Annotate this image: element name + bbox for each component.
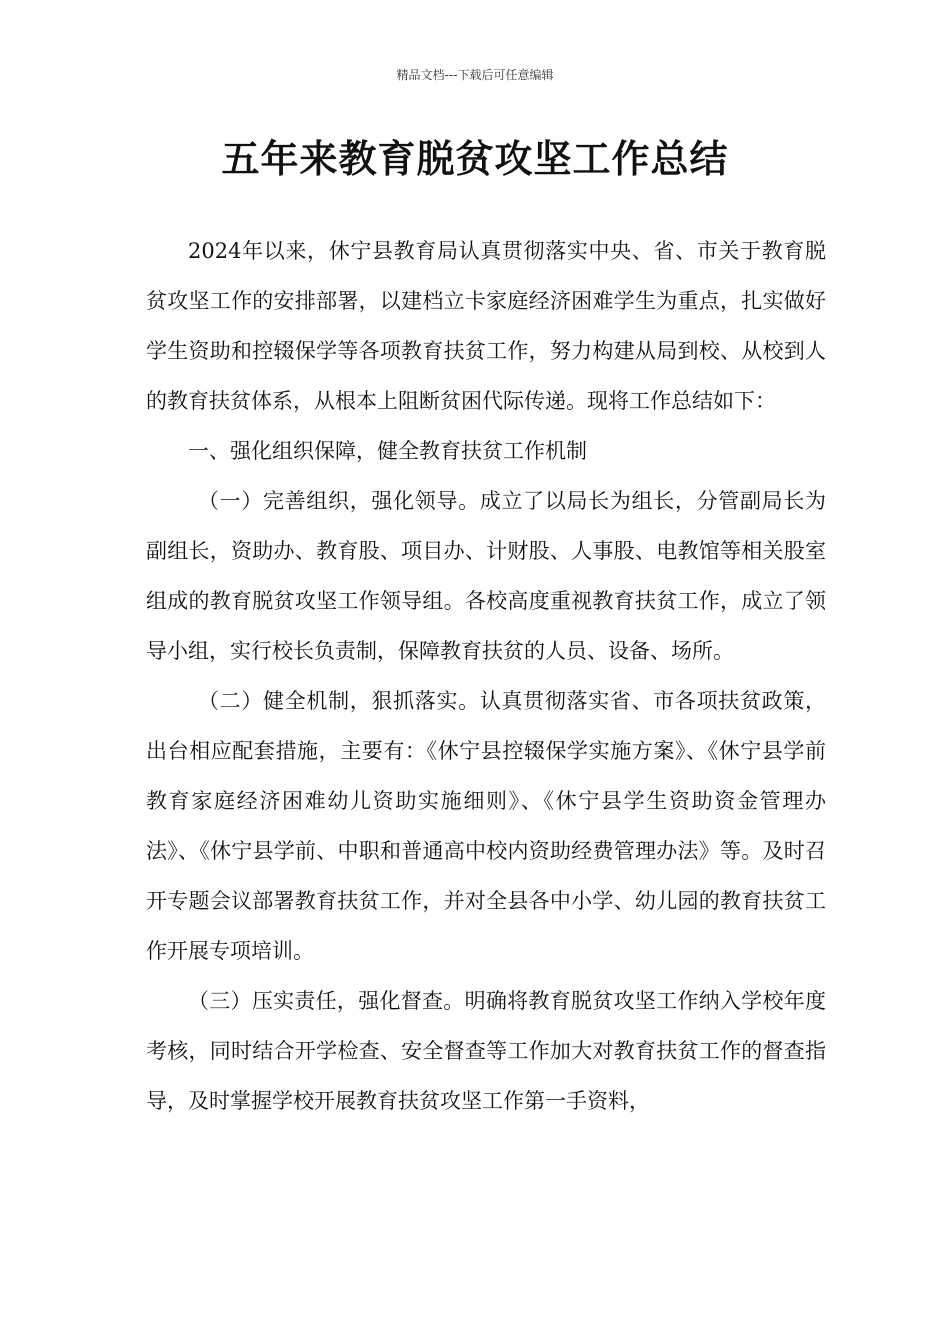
subsection-paragraph-2: （二）健全机制，狠抓落实。认真贯彻落实省、市各项扶贫政策，出台相应配套措施，主要有：《休宁县控辍保学实施方案》、《休宁县学前教育家庭经济困难幼儿资助实施细则》、《休宁县学生资助资金管理办法》、《休宁县学前、中职和普通高中校内资助经费管理办法》等。及时召开专题会议部署教育扶贫工作，并对全县各中小学、幼儿园的教育扶贫工作开展专项培训。	[146, 689, 826, 963]
intro-paragraph: 2024年以来，休宁县教育局认真贯彻落实中央、省、市关于教育脱贫攻坚工作的安排部署，以建档立卡家庭经济困难学生为重点，扎实做好学生资助和控辍保学等各项教育扶贫工作，努力构建从局到校、从校到人的教育扶贫体系，从根本上阻断贫困代际传递。现将工作总结如下：	[146, 239, 826, 413]
subsection-paragraph-3: （三）压实责任，强化督查。明确将教育脱贫攻坚工作纳入学校年度考核，同时结合开学检查、安全督查等工作加大对教育扶贫工作的督查指导，及时掌握学校开展教育扶贫攻坚工作第一手资料，	[146, 989, 826, 1113]
section-heading-1: 一、强化组织保障，健全教育扶贫工作机制	[188, 439, 587, 463]
subsection-paragraph-1: （一）完善组织，强化领导。成立了以局长为组长，分管副局长为副组长，资助办、教育股、项目办、计财股、人事股、电教馆等相关股室组成的教育脱贫攻坚工作领导组。各校高度重视教育扶贫工作，成立了领导小组，实行校长负责制，保障教育扶贫的人员、设备、场所。	[146, 489, 826, 663]
header-note: 精品文档---下载后可任意编辑	[396, 68, 554, 82]
document-body	[146, 226, 826, 1126]
document-title: 五年来教育脱贫攻坚工作总结	[221, 137, 729, 181]
